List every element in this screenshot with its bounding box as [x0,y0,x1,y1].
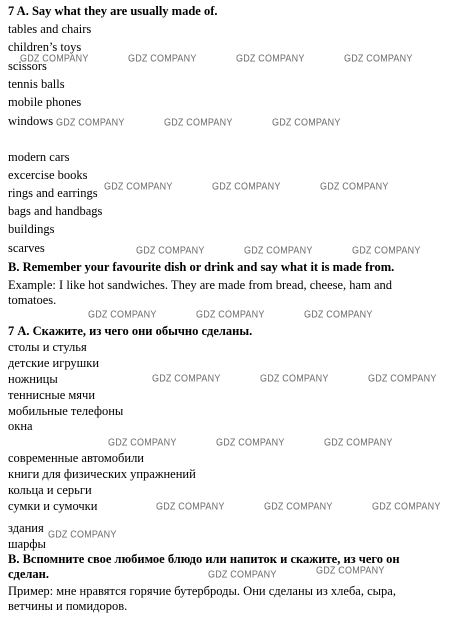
watermark: GDZ COMPANY [212,180,281,192]
list-item: scissors [8,59,47,73]
watermark: GDZ COMPANY [164,116,233,128]
watermark: GDZ COMPANY [108,436,177,448]
watermark: GDZ COMPANY [196,308,265,320]
watermark: GDZ COMPANY [208,568,277,580]
watermark: GDZ COMPANY [316,564,385,576]
watermark: GDZ COMPANY [216,436,285,448]
exercise-7a-ru-heading: 7 А. Скажите, из чего они обычно сделаны. [8,324,253,338]
watermark: GDZ COMPANY [264,500,333,512]
example-text-ru: Пример: мне нравятся горячие бутерброды. Они сделаны из хлеба, сыра, ветчины и помидоров. [8,584,396,613]
list-item: теннисные мячи [8,388,96,402]
watermark: GDZ COMPANY [20,52,89,64]
list-item: кольца и серьги [8,483,92,497]
watermark: GDZ COMPANY [152,372,221,384]
list-item: шарфы [8,537,46,551]
watermark: GDZ COMPANY [56,116,125,128]
list-item: детские игрушки [8,356,100,370]
list-item: windows [8,114,54,128]
watermark: GDZ COMPANY [260,372,329,384]
watermark: GDZ COMPANY [352,244,421,256]
list-item: столы и стулья [8,340,87,354]
list-item: современные автомобили [8,451,144,465]
exercise-7b-heading: B. Remember your favourite dish or drink and say what it is made from. [8,260,395,274]
watermark: GDZ COMPANY [304,308,373,320]
watermark: GDZ COMPANY [320,180,389,192]
list-item: книги для физических упражнений [8,467,196,481]
watermark: GDZ COMPANY [236,52,305,64]
list-item: excercise books [8,168,88,182]
list-item: scarves [8,241,45,255]
watermark: GDZ COMPANY [156,500,225,512]
list-item: ножницы [8,372,58,386]
list-item: bags and handbags [8,204,103,218]
list-item: мобильные телефоны [8,404,124,418]
watermark: GDZ COMPANY [368,372,437,384]
watermark: GDZ COMPANY [128,52,197,64]
list-item: children’s toys [8,40,82,54]
watermark: GDZ COMPANY [244,244,313,256]
watermark: GDZ COMPANY [272,116,341,128]
example-text: Example: I like hot sandwiches. They are made from bread, cheese, ham and tomatoes. [8,278,392,307]
exercise-7a-heading: 7 A. Say what they are usually made of. [8,4,218,18]
watermark: GDZ COMPANY [372,500,441,512]
watermark: GDZ COMPANY [48,528,117,540]
list-item: tennis balls [8,77,65,91]
watermark: GDZ COMPANY [104,180,173,192]
exercise-7b-ru-heading: В. Вспомните свое любимое блюдо или напиток и скажите, из чего он сделан. [8,552,400,581]
list-item: tables and chairs [8,22,92,36]
list-item: buildings [8,222,55,236]
watermark: GDZ COMPANY [88,308,157,320]
watermark: GDZ COMPANY [136,244,205,256]
list-item: mobile phones [8,95,82,109]
list-item: modern cars [8,150,70,164]
watermark: GDZ COMPANY [344,52,413,64]
list-item: сумки и сумочки [8,499,98,513]
list-item: rings and earrings [8,186,98,200]
list-item: здания [8,521,44,535]
watermark: GDZ COMPANY [324,436,393,448]
list-item: окна [8,419,33,433]
